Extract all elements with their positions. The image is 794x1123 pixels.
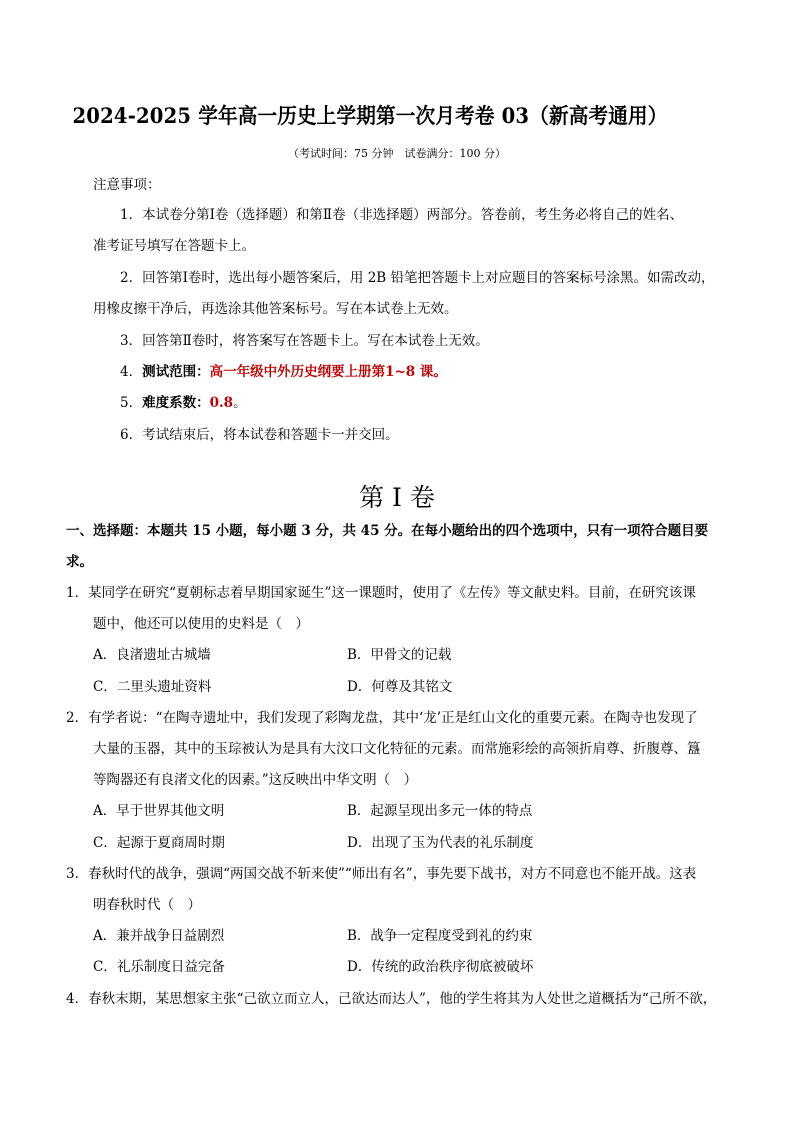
question-2-stem-line-3: 等陶器还有良渚文化的因素。”这反映出中华文明（ ） [93,772,418,788]
question-2-option-a: A．早于世界其他文明 [93,803,225,819]
difficulty-end: 。 [233,395,247,411]
question-2-stem-line-1: 2．有学者说：“在陶寺遗址中，我们发现了彩陶龙盘，其中‘龙’正是红山文化的重要元素。在陶寺也发现了 [66,710,698,726]
question-4-stem-line-1: 4．春秋末期，某思想家主张“己欲立而立人，己欲达而达人”，他的学生将其为人处世之道概括为“己所不欲， [66,991,717,1007]
notice-heading: 注意事项： [93,177,161,193]
question-1-option-c: C．二里头遗址资料 [93,679,212,695]
question-1-stem-line-2: 题中，他还可以使用的史料是（ ） [93,616,309,632]
test-scope-end: 。 [433,364,447,380]
notice-item-4 [120,362,447,382]
test-scope-label: 测试范围： [142,364,210,380]
test-scope-value: 高一年级中外历史纲要上册第1~8 课 [209,364,434,380]
part-intro-line-1: 一、选择题：本题共 15 小题，每小题 3 分，共 45 分。在每小题给出的四个选项中，只有一项符合题目要 [66,523,709,539]
question-2-stem-line-2: 大量的玉器，其中的玉琮被认为是具有大汶口文化特征的元素。而常施彩绘的高领折肩尊、折腹尊、簋 [93,741,701,757]
notice-item-2-line-2: 用橡皮擦干净后，再选涂其他答案标号。写在本试卷上无效。 [93,301,458,317]
page-title: 2024-2025 学年高一历史上学期第一次月考卷 03（新高考通用） [72,103,668,128]
notice-item-1-line-2: 准考证号填写在答题卡上。 [93,238,255,254]
difficulty-label: 难度系数： [142,395,210,411]
question-2-option-c: C．起源于夏商周时期 [93,835,225,851]
notice-item-5 [120,393,247,413]
notice-item-6: 6．考试结束后，将本试卷和答题卡一并交回。 [120,427,399,443]
notice-item-3: 3．回答第Ⅱ卷时，将答案写在答题卡上。写在本试卷上无效。 [120,333,489,349]
notice-item-2-line-1: 2．回答第Ⅰ卷时，选出每小题答案后，用 2B 铅笔把答题卡上对应题目的答案标号涂黑。如需改动， [120,270,715,286]
part-intro-line-2: 求。 [66,554,93,570]
notice-item-4-prefix: 4． [120,364,143,380]
notice-item-1-line-1: 1．本试卷分第Ⅰ卷（选择题）和第Ⅱ卷（非选择题）两部分。答卷前，考生务必将自己的姓名、 [120,207,684,223]
notice-item-5-prefix: 5． [120,395,143,411]
question-3-option-c: C．礼乐制度日益完备 [93,959,225,975]
question-2-option-d: D．出现了玉为代表的礼乐制度 [347,835,534,851]
question-1-option-d: D．何尊及其铭文 [347,679,453,695]
question-1-option-b: B．甲骨文的记载 [347,647,452,663]
exam-info: （考试时间：75 分钟 试卷满分：100 分） [288,147,506,160]
difficulty-value: 0.8 [209,395,234,411]
question-1-option-a: A．良渚遗址古城墙 [93,647,211,663]
question-3-stem-line-1: 3．春秋时代的战争，强调“两国交战不斩来使”“师出有名”，事先要下战书，对方不同意也不能开战。这表 [66,866,697,882]
section-title: 第 I 卷 [359,483,435,512]
question-1-stem-line-1: 1．某同学在研究“夏朝标志着早期国家诞生”这一课题时，使用了《左传》等文献史料。目前，在研究该课 [66,585,696,601]
question-2-option-b: B．起源呈现出多元一体的特点 [347,803,533,819]
question-3-option-b: B．战争一定程度受到礼的约束 [347,928,533,944]
question-3-option-a: A．兼并战争日益剧烈 [93,928,225,944]
question-3-stem-line-2: 明春秋时代（ ） [93,897,201,913]
question-3-option-d: D．传统的政治秩序彻底被破坏 [347,959,534,975]
